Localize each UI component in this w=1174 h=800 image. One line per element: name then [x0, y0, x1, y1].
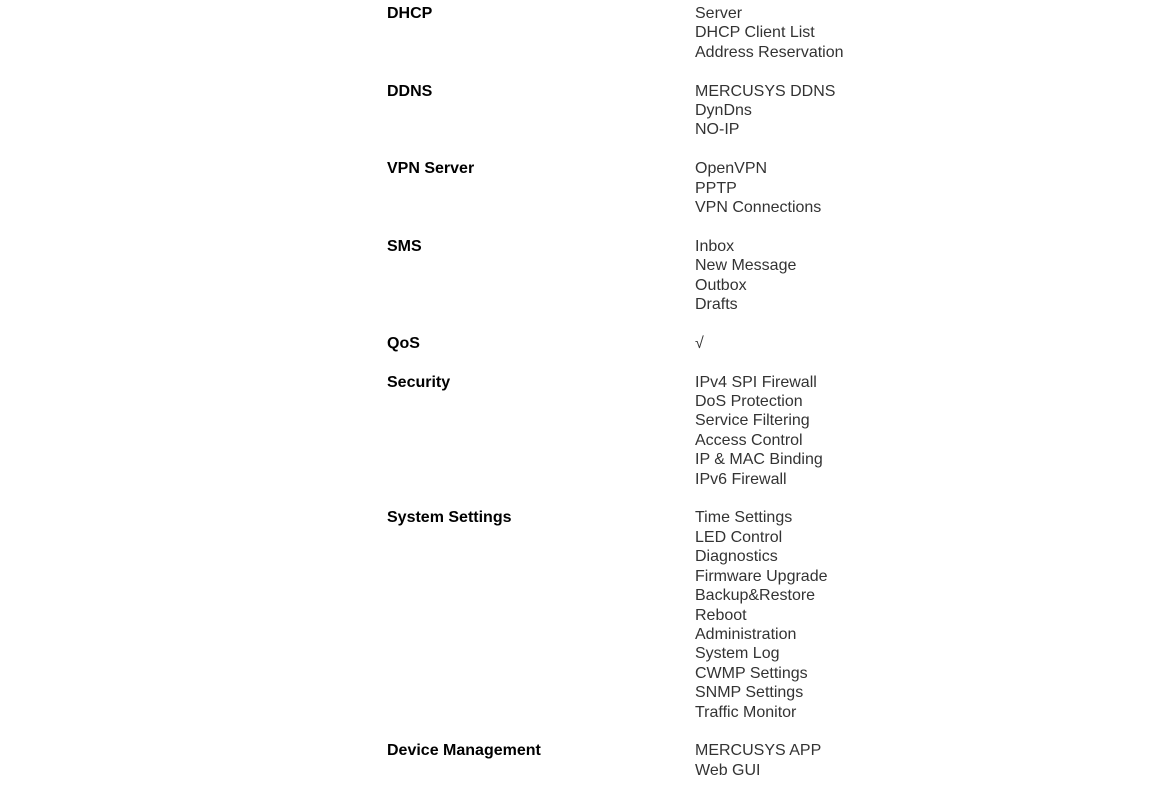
spec-value: Backup&Restore	[695, 587, 816, 605]
spec-value: LED Control	[695, 528, 783, 546]
spec-value: IPv4 SPI Firewall	[695, 373, 817, 391]
spec-value: CWMP Settings	[695, 664, 808, 682]
spec-values	[695, 334, 1087, 353]
spec-values	[695, 237, 1087, 315]
spec-value: IP & MAC Binding	[695, 451, 823, 469]
spec-values	[695, 4, 1087, 62]
spec-label: System Settings	[387, 509, 512, 527]
spec-label: DHCP	[387, 5, 433, 22]
spec-values	[695, 508, 1087, 721]
spec-value: Inbox	[695, 237, 735, 255]
spec-value: IPv6 Firewall	[695, 470, 787, 488]
spec-value: DynDns	[695, 102, 752, 120]
spec-row-sms	[387, 237, 1087, 315]
spec-value: DoS Protection	[695, 393, 803, 411]
spec-value: System Log	[695, 645, 780, 663]
spec-value: Traffic Monitor	[695, 703, 797, 721]
spec-value: Drafts	[695, 296, 738, 314]
spec-value: NO-IP	[695, 121, 740, 139]
spec-value: Administration	[695, 625, 797, 643]
spec-values	[695, 373, 1087, 489]
spec-label: Security	[387, 373, 451, 391]
spec-label: SMS	[387, 237, 422, 255]
spec-value: MERCUSYS DDNS	[695, 82, 836, 100]
spec-label: QoS	[387, 334, 420, 352]
spec-row-qos	[387, 334, 1087, 353]
spec-table	[387, 4, 1087, 800]
spec-value: New Message	[695, 257, 797, 275]
spec-values	[695, 741, 1087, 780]
spec-values	[695, 159, 1087, 217]
spec-value: Address Reservation	[695, 43, 844, 61]
spec-value: MERCUSYS APP	[695, 742, 822, 760]
spec-value: DHCP Client List	[695, 24, 815, 42]
spec-value: Server	[695, 5, 743, 22]
spec-label: VPN Server	[387, 160, 475, 178]
spec-row-device-management	[387, 741, 1087, 780]
spec-value: Reboot	[695, 606, 747, 624]
spec-value: OpenVPN	[695, 160, 768, 178]
spec-value: VPN Connections	[695, 199, 822, 217]
spec-row-vpn-server	[387, 159, 1087, 217]
spec-value: Web GUI	[695, 761, 761, 779]
spec-value: SNMP Settings	[695, 684, 804, 702]
spec-value: Access Control	[695, 431, 803, 449]
spec-value: Service Filtering	[695, 412, 810, 430]
spec-row-system-settings	[387, 508, 1087, 721]
spec-value: Diagnostics	[695, 548, 778, 566]
spec-label: DDNS	[387, 82, 433, 100]
spec-value: Firmware Upgrade	[695, 567, 828, 585]
spec-value: Outbox	[695, 276, 747, 294]
spec-value: Time Settings	[695, 509, 793, 527]
spec-row-ddns	[387, 82, 1087, 140]
spec-row-dhcp	[387, 4, 1087, 62]
check-mark: √	[695, 334, 704, 352]
spec-value: PPTP	[695, 179, 737, 197]
spec-label: Device Management	[387, 742, 541, 760]
spec-values	[695, 82, 1087, 140]
spec-row-security	[387, 373, 1087, 489]
